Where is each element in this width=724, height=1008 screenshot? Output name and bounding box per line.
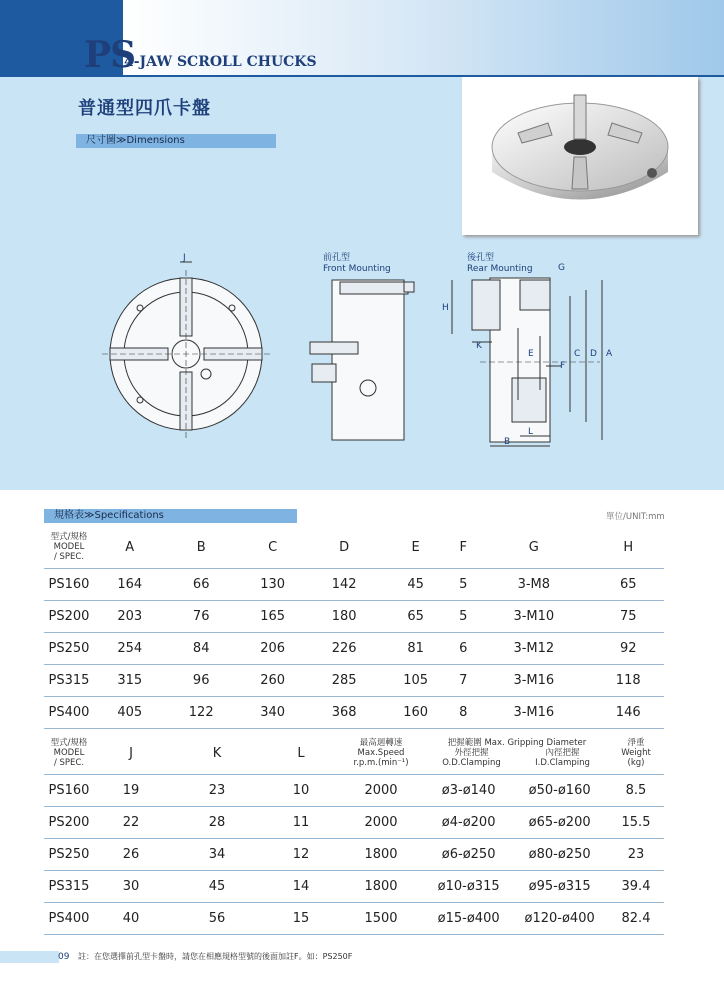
footer-band (0, 951, 59, 963)
header-weight: 淨重 Weight (kg) (608, 732, 664, 775)
spec-table-1 (44, 526, 664, 729)
header-l: L (266, 732, 336, 775)
footer (0, 951, 724, 963)
header-k: K (168, 732, 266, 775)
header-g: G (475, 526, 592, 569)
header-h: H (592, 526, 664, 569)
dimensions-bar: 尺寸圖≫Dimensions (76, 134, 276, 148)
dim-label-j: J (183, 253, 186, 263)
dim-label-h: H (442, 303, 449, 313)
dim-label-a: A (606, 349, 613, 359)
table-row: PS160 19 23 10 2000 ø3-ø140 ø50-ø160 8.5 (44, 775, 664, 807)
model-header: 型式/規格 MODEL / SPEC. (44, 526, 94, 569)
dim-label-e: E (528, 349, 534, 359)
product-photo (462, 77, 698, 235)
product-title-cn: 普通型四爪卡盤 (78, 98, 211, 119)
header-gripping: 把握範圍 Max. Gripping Diameter 外徑把握 O.D.Clamping 內徑把握 I.D.Clamping (426, 732, 608, 775)
dim-label-b: B (504, 437, 511, 447)
chuck-photo-icon (462, 77, 698, 235)
table-row: PS400 405 122 340 368 160 8 3-M16 146 (44, 697, 664, 729)
header-c: C (237, 526, 308, 569)
page-number: 09 (58, 952, 70, 962)
rear-mounting-label-cn: 後孔型 (467, 253, 495, 263)
specifications-bar: 規格表≫Specifications (44, 509, 297, 523)
table-header (44, 526, 664, 569)
dim-label-g: G (558, 263, 565, 273)
table-header (44, 732, 664, 775)
rear-mounting-label: Rear Mounting (467, 264, 533, 274)
model-header: 型式/規格 MODEL / SPEC. (44, 732, 94, 775)
table-row: PS200 203 76 165 180 65 5 3-M10 75 (44, 601, 664, 633)
footer-note: 註：在您選擇前孔型卡盤時，請您在相應規格型號的後面加註F。如：PS250F (78, 952, 353, 961)
dim-label-d: D (590, 349, 597, 359)
header-d: D (308, 526, 379, 569)
table-row: PS250 254 84 206 226 81 6 3-M12 92 (44, 633, 664, 665)
unit-label: 單位/UNIT:mm (606, 512, 665, 522)
front-mounting-label: Front Mounting (323, 264, 391, 274)
series-code: PS (84, 34, 136, 76)
header-b: B (165, 526, 236, 569)
front-mounting-label-cn: 前孔型 (323, 253, 351, 263)
table-row: PS160 164 66 130 142 45 5 3-M8 65 (44, 569, 664, 601)
header-j: J (94, 732, 168, 775)
spec-table-2 (44, 732, 664, 935)
header-speed: 最高迴轉速 Max.Speed r.p.m.(min⁻¹) (336, 732, 426, 775)
dim-label-l: L (528, 427, 534, 437)
dim-label-c: C (574, 349, 581, 359)
table-row: PS315 315 96 260 285 105 7 3-M16 118 (44, 665, 664, 697)
dim-label-f: F (560, 361, 566, 371)
dim-label-k: K (476, 341, 482, 351)
product-title: 4-JAW SCROLL CHUCKS (124, 54, 317, 70)
dimension-drawing (100, 250, 620, 450)
table-row: PS250 26 34 12 1800 ø6-ø250 ø80-ø250 23 (44, 839, 664, 871)
header-e: E (380, 526, 451, 569)
table-row: PS200 22 28 11 2000 ø4-ø200 ø65-ø200 15.5 (44, 807, 664, 839)
table-row: PS400 40 56 15 1500 ø15-ø400 ø120-ø400 82.4 (44, 903, 664, 935)
header-a: A (94, 526, 165, 569)
header-f: F (451, 526, 475, 569)
table-row: PS315 30 45 14 1800 ø10-ø315 ø95-ø315 39.4 (44, 871, 664, 903)
